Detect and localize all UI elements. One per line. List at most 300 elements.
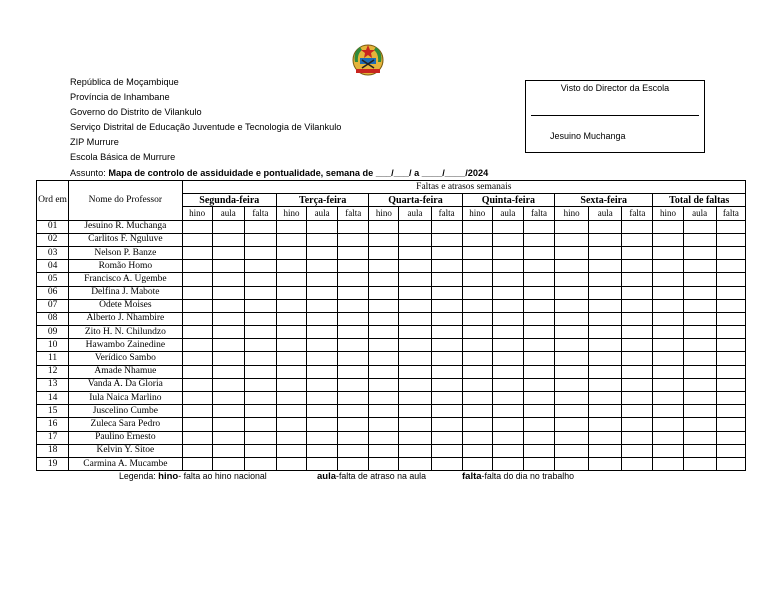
attendance-cell[interactable] (462, 392, 492, 405)
attendance-cell[interactable] (716, 444, 745, 457)
attendance-cell[interactable] (244, 339, 276, 352)
attendance-cell[interactable] (212, 392, 244, 405)
attendance-cell[interactable] (589, 286, 622, 299)
attendance-cell[interactable] (622, 457, 653, 470)
attendance-cell[interactable] (276, 273, 306, 286)
attendance-cell[interactable] (523, 365, 554, 378)
attendance-cell[interactable] (276, 312, 306, 325)
attendance-cell[interactable] (555, 418, 589, 431)
attendance-cell[interactable] (462, 352, 492, 365)
attendance-cell[interactable] (369, 299, 399, 312)
attendance-cell[interactable] (338, 365, 369, 378)
attendance-cell[interactable] (182, 392, 212, 405)
attendance-cell[interactable] (369, 286, 399, 299)
attendance-cell[interactable] (212, 286, 244, 299)
attendance-cell[interactable] (212, 405, 244, 418)
attendance-cell[interactable] (212, 339, 244, 352)
attendance-cell[interactable] (399, 352, 431, 365)
attendance-cell[interactable] (653, 405, 683, 418)
attendance-cell[interactable] (244, 220, 276, 233)
attendance-cell[interactable] (683, 444, 716, 457)
attendance-cell[interactable] (182, 352, 212, 365)
attendance-cell[interactable] (683, 378, 716, 391)
attendance-cell[interactable] (683, 233, 716, 246)
attendance-cell[interactable] (431, 246, 462, 259)
attendance-cell[interactable] (307, 246, 338, 259)
attendance-cell[interactable] (622, 339, 653, 352)
attendance-cell[interactable] (622, 233, 653, 246)
attendance-cell[interactable] (653, 457, 683, 470)
attendance-cell[interactable] (276, 378, 306, 391)
attendance-cell[interactable] (653, 326, 683, 339)
attendance-cell[interactable] (369, 378, 399, 391)
attendance-cell[interactable] (431, 273, 462, 286)
attendance-cell[interactable] (683, 418, 716, 431)
attendance-cell[interactable] (182, 431, 212, 444)
attendance-cell[interactable] (492, 431, 523, 444)
attendance-cell[interactable] (589, 405, 622, 418)
attendance-cell[interactable] (369, 444, 399, 457)
attendance-cell[interactable] (276, 286, 306, 299)
attendance-cell[interactable] (399, 392, 431, 405)
attendance-cell[interactable] (307, 339, 338, 352)
attendance-cell[interactable] (523, 286, 554, 299)
attendance-cell[interactable] (589, 312, 622, 325)
attendance-cell[interactable] (589, 273, 622, 286)
attendance-cell[interactable] (589, 352, 622, 365)
attendance-cell[interactable] (212, 365, 244, 378)
attendance-cell[interactable] (307, 260, 338, 273)
attendance-cell[interactable] (182, 260, 212, 273)
attendance-cell[interactable] (492, 246, 523, 259)
attendance-cell[interactable] (307, 418, 338, 431)
attendance-cell[interactable] (276, 246, 306, 259)
attendance-cell[interactable] (523, 326, 554, 339)
attendance-cell[interactable] (244, 299, 276, 312)
attendance-cell[interactable] (338, 326, 369, 339)
attendance-cell[interactable] (338, 339, 369, 352)
attendance-cell[interactable] (523, 273, 554, 286)
attendance-cell[interactable] (683, 299, 716, 312)
attendance-cell[interactable] (523, 312, 554, 325)
attendance-cell[interactable] (399, 246, 431, 259)
attendance-cell[interactable] (462, 405, 492, 418)
attendance-cell[interactable] (182, 273, 212, 286)
attendance-cell[interactable] (307, 312, 338, 325)
attendance-cell[interactable] (462, 339, 492, 352)
attendance-cell[interactable] (555, 378, 589, 391)
attendance-cell[interactable] (182, 365, 212, 378)
attendance-cell[interactable] (492, 326, 523, 339)
attendance-cell[interactable] (589, 246, 622, 259)
attendance-cell[interactable] (653, 299, 683, 312)
attendance-cell[interactable] (622, 378, 653, 391)
attendance-cell[interactable] (431, 418, 462, 431)
attendance-cell[interactable] (369, 405, 399, 418)
attendance-cell[interactable] (622, 326, 653, 339)
attendance-cell[interactable] (431, 286, 462, 299)
attendance-cell[interactable] (431, 326, 462, 339)
attendance-cell[interactable] (307, 457, 338, 470)
attendance-cell[interactable] (622, 365, 653, 378)
attendance-cell[interactable] (683, 326, 716, 339)
attendance-cell[interactable] (523, 339, 554, 352)
attendance-cell[interactable] (244, 286, 276, 299)
attendance-cell[interactable] (523, 260, 554, 273)
attendance-cell[interactable] (492, 405, 523, 418)
attendance-cell[interactable] (244, 457, 276, 470)
attendance-cell[interactable] (716, 392, 745, 405)
attendance-cell[interactable] (399, 444, 431, 457)
attendance-cell[interactable] (523, 220, 554, 233)
attendance-cell[interactable] (716, 273, 745, 286)
attendance-cell[interactable] (212, 273, 244, 286)
attendance-cell[interactable] (683, 339, 716, 352)
attendance-cell[interactable] (182, 220, 212, 233)
attendance-cell[interactable] (716, 260, 745, 273)
attendance-cell[interactable] (431, 339, 462, 352)
attendance-cell[interactable] (244, 352, 276, 365)
attendance-cell[interactable] (244, 365, 276, 378)
attendance-cell[interactable] (307, 444, 338, 457)
attendance-cell[interactable] (683, 392, 716, 405)
attendance-cell[interactable] (276, 457, 306, 470)
attendance-cell[interactable] (555, 286, 589, 299)
attendance-cell[interactable] (182, 457, 212, 470)
attendance-cell[interactable] (716, 352, 745, 365)
attendance-cell[interactable] (369, 365, 399, 378)
attendance-cell[interactable] (653, 233, 683, 246)
attendance-cell[interactable] (369, 246, 399, 259)
attendance-cell[interactable] (589, 299, 622, 312)
attendance-cell[interactable] (307, 392, 338, 405)
attendance-cell[interactable] (182, 405, 212, 418)
attendance-cell[interactable] (338, 273, 369, 286)
attendance-cell[interactable] (431, 352, 462, 365)
attendance-cell[interactable] (589, 220, 622, 233)
attendance-cell[interactable] (653, 312, 683, 325)
attendance-cell[interactable] (338, 418, 369, 431)
attendance-cell[interactable] (683, 352, 716, 365)
attendance-cell[interactable] (244, 418, 276, 431)
attendance-cell[interactable] (622, 312, 653, 325)
attendance-cell[interactable] (307, 233, 338, 246)
attendance-cell[interactable] (622, 286, 653, 299)
attendance-cell[interactable] (653, 339, 683, 352)
attendance-cell[interactable] (399, 457, 431, 470)
attendance-cell[interactable] (399, 299, 431, 312)
attendance-cell[interactable] (276, 220, 306, 233)
attendance-cell[interactable] (182, 312, 212, 325)
attendance-cell[interactable] (307, 286, 338, 299)
attendance-cell[interactable] (555, 260, 589, 273)
attendance-cell[interactable] (462, 233, 492, 246)
attendance-cell[interactable] (244, 246, 276, 259)
attendance-cell[interactable] (523, 299, 554, 312)
attendance-cell[interactable] (492, 365, 523, 378)
attendance-cell[interactable] (653, 220, 683, 233)
attendance-cell[interactable] (276, 431, 306, 444)
attendance-cell[interactable] (182, 378, 212, 391)
attendance-cell[interactable] (399, 286, 431, 299)
attendance-cell[interactable] (716, 405, 745, 418)
attendance-cell[interactable] (212, 260, 244, 273)
attendance-cell[interactable] (182, 246, 212, 259)
attendance-cell[interactable] (369, 260, 399, 273)
attendance-cell[interactable] (622, 352, 653, 365)
attendance-cell[interactable] (653, 273, 683, 286)
attendance-cell[interactable] (399, 220, 431, 233)
attendance-cell[interactable] (244, 326, 276, 339)
attendance-cell[interactable] (523, 246, 554, 259)
attendance-cell[interactable] (555, 339, 589, 352)
attendance-cell[interactable] (338, 260, 369, 273)
attendance-cell[interactable] (653, 352, 683, 365)
attendance-cell[interactable] (462, 431, 492, 444)
attendance-cell[interactable] (431, 312, 462, 325)
attendance-cell[interactable] (555, 273, 589, 286)
attendance-cell[interactable] (492, 233, 523, 246)
attendance-cell[interactable] (462, 312, 492, 325)
attendance-cell[interactable] (212, 378, 244, 391)
attendance-cell[interactable] (338, 352, 369, 365)
attendance-cell[interactable] (276, 326, 306, 339)
attendance-cell[interactable] (589, 392, 622, 405)
attendance-cell[interactable] (212, 457, 244, 470)
attendance-cell[interactable] (622, 405, 653, 418)
attendance-cell[interactable] (653, 260, 683, 273)
attendance-cell[interactable] (555, 299, 589, 312)
attendance-cell[interactable] (399, 418, 431, 431)
attendance-cell[interactable] (212, 326, 244, 339)
attendance-cell[interactable] (369, 392, 399, 405)
attendance-cell[interactable] (716, 220, 745, 233)
attendance-cell[interactable] (244, 405, 276, 418)
attendance-cell[interactable] (338, 444, 369, 457)
attendance-cell[interactable] (716, 326, 745, 339)
attendance-cell[interactable] (182, 299, 212, 312)
attendance-cell[interactable] (244, 444, 276, 457)
attendance-cell[interactable] (307, 365, 338, 378)
attendance-cell[interactable] (399, 273, 431, 286)
attendance-cell[interactable] (589, 365, 622, 378)
attendance-cell[interactable] (399, 378, 431, 391)
attendance-cell[interactable] (244, 273, 276, 286)
attendance-cell[interactable] (716, 457, 745, 470)
attendance-cell[interactable] (555, 326, 589, 339)
attendance-cell[interactable] (244, 431, 276, 444)
attendance-cell[interactable] (555, 233, 589, 246)
attendance-cell[interactable] (369, 326, 399, 339)
attendance-cell[interactable] (555, 405, 589, 418)
attendance-cell[interactable] (683, 431, 716, 444)
attendance-cell[interactable] (338, 392, 369, 405)
attendance-cell[interactable] (276, 444, 306, 457)
attendance-cell[interactable] (462, 418, 492, 431)
attendance-cell[interactable] (399, 365, 431, 378)
attendance-cell[interactable] (369, 418, 399, 431)
attendance-cell[interactable] (555, 365, 589, 378)
attendance-cell[interactable] (276, 365, 306, 378)
attendance-cell[interactable] (462, 220, 492, 233)
attendance-cell[interactable] (399, 312, 431, 325)
attendance-cell[interactable] (653, 378, 683, 391)
attendance-cell[interactable] (716, 431, 745, 444)
attendance-cell[interactable] (622, 392, 653, 405)
attendance-cell[interactable] (431, 220, 462, 233)
attendance-cell[interactable] (212, 444, 244, 457)
attendance-cell[interactable] (307, 352, 338, 365)
attendance-cell[interactable] (523, 378, 554, 391)
attendance-cell[interactable] (307, 299, 338, 312)
attendance-cell[interactable] (683, 246, 716, 259)
attendance-cell[interactable] (555, 312, 589, 325)
attendance-cell[interactable] (462, 326, 492, 339)
attendance-cell[interactable] (622, 431, 653, 444)
attendance-cell[interactable] (244, 260, 276, 273)
attendance-cell[interactable] (431, 365, 462, 378)
attendance-cell[interactable] (555, 444, 589, 457)
attendance-cell[interactable] (462, 299, 492, 312)
attendance-cell[interactable] (716, 339, 745, 352)
attendance-cell[interactable] (399, 326, 431, 339)
attendance-cell[interactable] (555, 220, 589, 233)
attendance-cell[interactable] (622, 220, 653, 233)
attendance-cell[interactable] (492, 392, 523, 405)
attendance-cell[interactable] (431, 431, 462, 444)
attendance-cell[interactable] (338, 246, 369, 259)
attendance-cell[interactable] (555, 352, 589, 365)
attendance-cell[interactable] (462, 273, 492, 286)
attendance-cell[interactable] (244, 312, 276, 325)
attendance-cell[interactable] (212, 233, 244, 246)
attendance-cell[interactable] (212, 352, 244, 365)
attendance-cell[interactable] (716, 299, 745, 312)
attendance-cell[interactable] (307, 405, 338, 418)
attendance-cell[interactable] (212, 431, 244, 444)
attendance-cell[interactable] (338, 299, 369, 312)
attendance-cell[interactable] (212, 418, 244, 431)
attendance-cell[interactable] (589, 418, 622, 431)
attendance-cell[interactable] (369, 233, 399, 246)
attendance-cell[interactable] (462, 378, 492, 391)
attendance-cell[interactable] (622, 444, 653, 457)
attendance-cell[interactable] (276, 405, 306, 418)
attendance-cell[interactable] (555, 246, 589, 259)
attendance-cell[interactable] (555, 392, 589, 405)
attendance-cell[interactable] (589, 457, 622, 470)
attendance-cell[interactable] (431, 233, 462, 246)
attendance-cell[interactable] (683, 312, 716, 325)
attendance-cell[interactable] (431, 299, 462, 312)
attendance-cell[interactable] (589, 326, 622, 339)
attendance-cell[interactable] (338, 378, 369, 391)
attendance-cell[interactable] (369, 457, 399, 470)
attendance-cell[interactable] (716, 378, 745, 391)
attendance-cell[interactable] (589, 431, 622, 444)
attendance-cell[interactable] (307, 431, 338, 444)
attendance-cell[interactable] (716, 312, 745, 325)
attendance-cell[interactable] (276, 233, 306, 246)
attendance-cell[interactable] (244, 378, 276, 391)
attendance-cell[interactable] (523, 457, 554, 470)
attendance-cell[interactable] (369, 273, 399, 286)
attendance-cell[interactable] (212, 220, 244, 233)
attendance-cell[interactable] (653, 286, 683, 299)
attendance-cell[interactable] (307, 378, 338, 391)
attendance-cell[interactable] (683, 457, 716, 470)
attendance-cell[interactable] (307, 326, 338, 339)
attendance-cell[interactable] (492, 299, 523, 312)
attendance-cell[interactable] (523, 352, 554, 365)
attendance-cell[interactable] (492, 352, 523, 365)
attendance-cell[interactable] (399, 233, 431, 246)
attendance-cell[interactable] (462, 444, 492, 457)
attendance-cell[interactable] (338, 312, 369, 325)
attendance-cell[interactable] (653, 431, 683, 444)
attendance-cell[interactable] (492, 418, 523, 431)
attendance-cell[interactable] (462, 246, 492, 259)
attendance-cell[interactable] (555, 457, 589, 470)
attendance-cell[interactable] (399, 405, 431, 418)
attendance-cell[interactable] (653, 392, 683, 405)
attendance-cell[interactable] (338, 233, 369, 246)
attendance-cell[interactable] (431, 260, 462, 273)
attendance-cell[interactable] (182, 339, 212, 352)
attendance-cell[interactable] (492, 273, 523, 286)
attendance-cell[interactable] (523, 418, 554, 431)
attendance-cell[interactable] (182, 444, 212, 457)
attendance-cell[interactable] (431, 378, 462, 391)
attendance-cell[interactable] (492, 339, 523, 352)
attendance-cell[interactable] (276, 299, 306, 312)
attendance-cell[interactable] (399, 339, 431, 352)
attendance-cell[interactable] (589, 444, 622, 457)
attendance-cell[interactable] (212, 246, 244, 259)
attendance-cell[interactable] (462, 457, 492, 470)
attendance-cell[interactable] (683, 365, 716, 378)
attendance-cell[interactable] (182, 233, 212, 246)
attendance-cell[interactable] (716, 246, 745, 259)
attendance-cell[interactable] (244, 233, 276, 246)
attendance-cell[interactable] (369, 352, 399, 365)
attendance-cell[interactable] (369, 220, 399, 233)
attendance-cell[interactable] (369, 431, 399, 444)
attendance-cell[interactable] (338, 431, 369, 444)
attendance-cell[interactable] (523, 233, 554, 246)
attendance-cell[interactable] (683, 286, 716, 299)
attendance-cell[interactable] (369, 339, 399, 352)
attendance-cell[interactable] (244, 392, 276, 405)
attendance-cell[interactable] (431, 392, 462, 405)
attendance-cell[interactable] (182, 286, 212, 299)
attendance-cell[interactable] (431, 405, 462, 418)
attendance-cell[interactable] (338, 286, 369, 299)
attendance-cell[interactable] (492, 260, 523, 273)
attendance-cell[interactable] (276, 352, 306, 365)
attendance-cell[interactable] (276, 339, 306, 352)
attendance-cell[interactable] (182, 418, 212, 431)
attendance-cell[interactable] (653, 444, 683, 457)
attendance-cell[interactable] (555, 431, 589, 444)
attendance-cell[interactable] (589, 233, 622, 246)
attendance-cell[interactable] (622, 299, 653, 312)
attendance-cell[interactable] (307, 273, 338, 286)
attendance-cell[interactable] (212, 299, 244, 312)
attendance-cell[interactable] (307, 220, 338, 233)
attendance-cell[interactable] (683, 220, 716, 233)
attendance-cell[interactable] (369, 312, 399, 325)
